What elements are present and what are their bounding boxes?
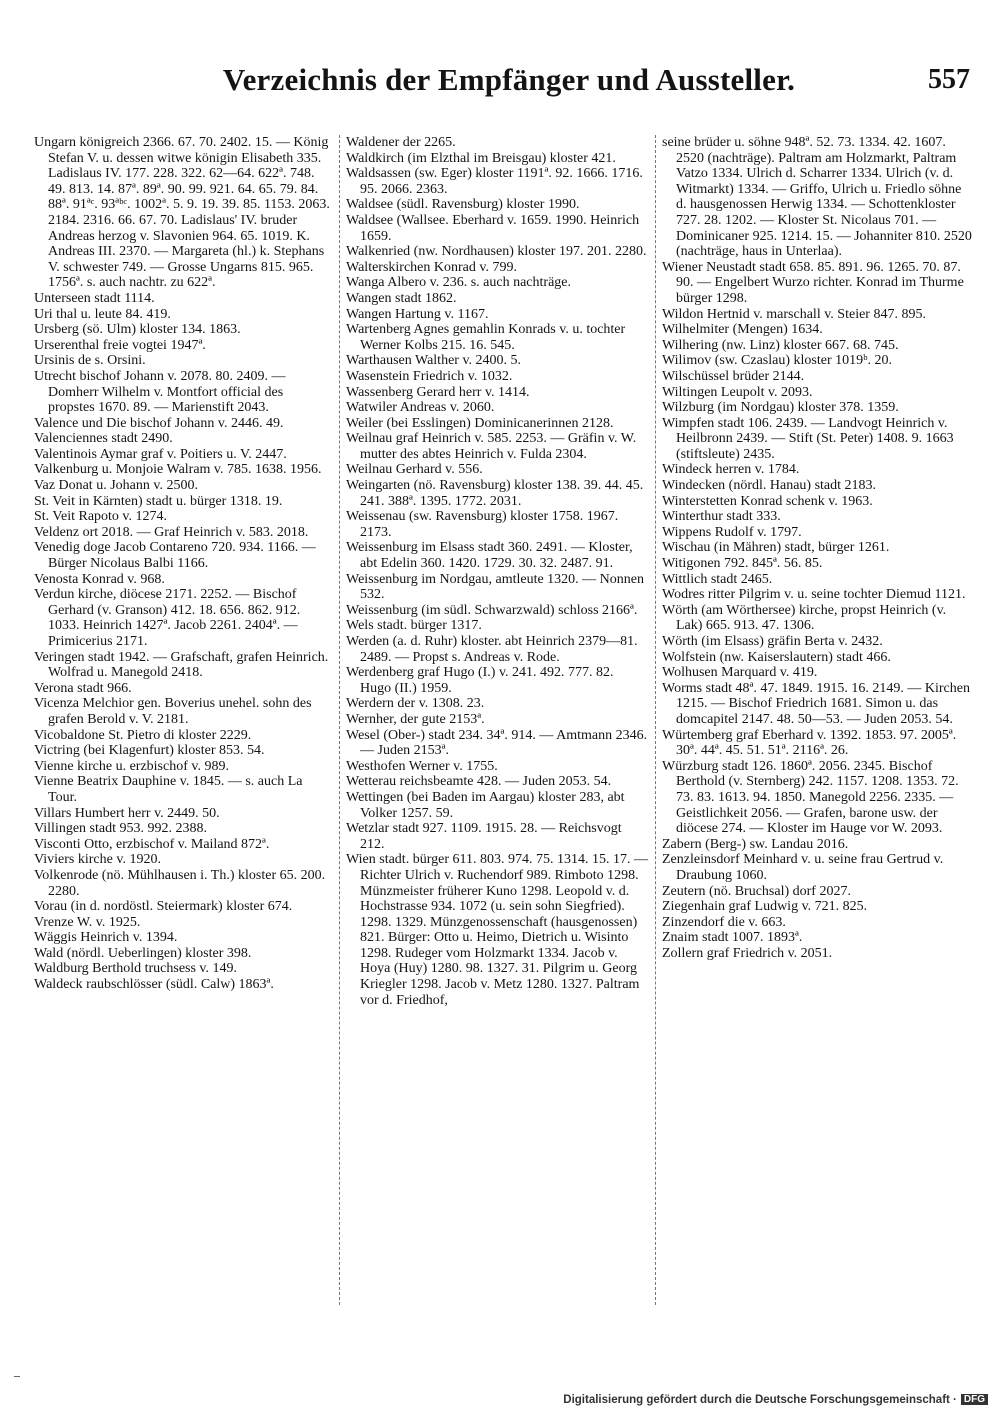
index-entry: Wodres ritter Pilgrim v. u. seine tochter Diemud 1121. bbox=[662, 587, 966, 603]
index-entry: Witigonen 792. 845ª. 56. 85. bbox=[662, 556, 823, 572]
index-entry: Westhofen Werner v. 1755. bbox=[346, 758, 498, 774]
index-entry: Weissenburg im Nordgau, amtleute 1320. — Nonnen 532. bbox=[346, 571, 645, 603]
index-entry: Werdern der v. 1308. 23. bbox=[346, 696, 485, 712]
index-entry: Wildon Hertnid v. marschall v. Steier 847. 895. bbox=[662, 306, 926, 322]
index-entry: Wilhering (nw. Linz) kloster 667. 68. 745. bbox=[662, 337, 899, 353]
index-entry: Venosta Konrad v. 968. bbox=[34, 571, 165, 587]
index-entry: Würtemberg graf Eberhard v. 1392. 1853. 97. 2005ª. 30ª. 44ª. 45. 51. 51ª. 2116ª. 26. bbox=[662, 727, 957, 759]
index-entry: Weissenburg im Elsass stadt 360. 2491. — Kloster, abt Edelin 360. 1420. 1729. 30. 32. 2487. 91. bbox=[346, 540, 633, 572]
index-entry: Wien stadt. bürger 611. 803. 974. 75. 1314. 15. 17. — Richter Ulrich v. Ruchendorf 989. Rimboto 1298. Münzmeister früherer Kuno 1298. Leopold v. d. Hochstrasse 934. 1072 (u. sein sohn Siegfried). 1298. 1329. Münzgenossenschaft (hausgenossen) 821. Bürger: Otto u. Heimo, Dietrich u. Wisinto 1298. Rudeger vom Holzmarkt 1334. Jacob v. Hoya (Huy) 1280. 98. 1327. 31. Pilgrim u. Georg Kriegler 1298. Jacob v. Metz 1280. 1327. Paltram vor d. Friedhof, bbox=[346, 852, 648, 1008]
index-entry: Visconti Otto, erzbischof v. Mailand 872ª. bbox=[34, 836, 270, 852]
index-entry: Zabern (Berg-) sw. Landau 2016. bbox=[662, 836, 849, 852]
index-entry: Uri thal u. leute 84. 419. bbox=[34, 306, 171, 322]
index-entry: Waldener der 2265. bbox=[346, 135, 456, 150]
index-entry: St. Veit Rapoto v. 1274. bbox=[34, 509, 168, 525]
index-entry: Werdenberg graf Hugo (I.) v. 241. 492. 777. 82. Hugo (II.) 1959. bbox=[346, 665, 614, 696]
index-entry: Wimpfen stadt 106. 2439. — Landvogt Heinrich v. Heilbronn 2439. — Stift (St. Peter) 1408. 9. 1663 (stiftsleute) 2435. bbox=[662, 415, 954, 462]
index-entry: Viviers kirche v. 1920. bbox=[34, 852, 161, 868]
index-entry: Wilzburg (im Nordgau) kloster 378. 1359. bbox=[662, 400, 899, 416]
index-entry: Wettingen (bei Baden im Aargau) kloster 283, abt Volker 1257. 59. bbox=[346, 789, 625, 821]
index-entry: Wiltingen Leupolt v. 2093. bbox=[662, 384, 813, 400]
index-entry: Ursinis de s. Orsini. bbox=[34, 353, 146, 369]
index-entry: Worms stadt 48ª. 47. 1849. 1915. 16. 2149. — Kirchen 1215. — Bischof Friedrich 1681. Simon u. das domcapitel 2147. 48. 50—53. — Juden 2053. 54. bbox=[662, 680, 970, 727]
index-entry: Weingarten (nö. Ravensburg) kloster 138. 39. 44. 45. 241. 388ª. 1395. 1772. 2031. bbox=[346, 478, 644, 509]
index-entry: Victring (bei Klagenfurt) kloster 853. 54. bbox=[34, 743, 265, 759]
index-entry: Venedig doge Jacob Contareno 720. 934. 1166. — Bürger Nicolaus Balbi 1166. bbox=[34, 540, 316, 572]
index-entry: Wartenberg Agnes gemahlin Konrads v. u. tochter Werner Kolbs 215. 16. 545. bbox=[346, 322, 626, 353]
index-entry: Windecken (nördl. Hanau) stadt 2183. bbox=[662, 478, 877, 494]
index-entry: Zollern graf Friedrich v. 2051. bbox=[662, 945, 833, 961]
index-entry: Wangen stadt 1862. bbox=[346, 290, 457, 306]
index-entry: Wäggis Heinrich v. 1394. bbox=[34, 930, 178, 946]
index-entry: Weilnau Gerhard v. 556. bbox=[346, 462, 483, 478]
index-entry: Walterskirchen Konrad v. 799. bbox=[346, 259, 517, 275]
index-column-3 bbox=[662, 135, 972, 961]
index-entry: Wels stadt. bürger 1317. bbox=[346, 618, 482, 634]
index-entry: Würzburg stadt 126. 1860ª. 2056. 2345. Bischof Berthold (v. Sternberg) 242. 1157. 1208. 1353. 72. 73. 83. 1613. 94. 1850. Manegold 2256. 2335. — Geistlichkeit 2056. — Grafen, barone usw. der diöcese 274. — Kloster im Hauge vor W. 2093. bbox=[662, 758, 959, 837]
index-entry: Vorau (in d. nordöstl. Steiermark) kloster 674. bbox=[34, 899, 293, 915]
index-entry: Wippens Rudolf v. 1797. bbox=[662, 524, 802, 540]
index-entry: Wald (nördl. Ueberlingen) kloster 398. bbox=[34, 945, 252, 961]
index-entry: Wernher, der gute 2153ª. bbox=[346, 711, 485, 727]
index-entry: Weiler (bei Esslingen) Dominicanerinnen 2128. bbox=[346, 415, 614, 431]
page-header bbox=[0, 62, 1000, 106]
index-entry: Wanga Albero v. 236. s. auch nachträge. bbox=[346, 275, 571, 291]
column-divider bbox=[655, 135, 656, 1305]
index-entry: Verdun kirche, diöcese 2171. 2252. — Bischof Gerhard (v. Granson) 412. 18. 656. 862. 912. 1033. Heinrich 1427ª. Jacob 2261. 2404ª. — Primicerius 2171. bbox=[34, 587, 301, 649]
index-column-1 bbox=[34, 135, 332, 993]
index-entry: Valkenburg u. Monjoie Walram v. 785. 1638. 1956. bbox=[34, 462, 322, 478]
index-entry: Watwiler Andreas v. 2060. bbox=[346, 400, 495, 416]
index-entry: Winterthur stadt 333. bbox=[662, 509, 781, 525]
index-entry: Wittlich stadt 2465. bbox=[662, 571, 773, 587]
index-entry: Valentinois Aymar graf v. Poitiers u. V. 2447. bbox=[34, 446, 287, 462]
index-entry: Wesel (Ober-) stadt 234. 34ª. 914. — Amtmann 2346. — Juden 2153ª. bbox=[346, 727, 648, 759]
index-entry: Veldenz ort 2018. — Graf Heinrich v. 583. 2018. bbox=[34, 524, 309, 540]
index-entry: Wiener Neustadt stadt 658. 85. 891. 96. 1265. 70. 87. 90. — Engelbert Wurzo richter. Konrad im Thurme bürger 1298. bbox=[662, 259, 964, 306]
index-entry: Villars Humbert herr v. 2449. 50. bbox=[34, 805, 220, 821]
index-entry: Waldburg Berthold truchsess v. 149. bbox=[34, 961, 238, 977]
index-entry: Wilimov (sw. Czaslau) kloster 1019ᵇ. 20. bbox=[662, 353, 892, 369]
index-entry: Ziegenhain graf Ludwig v. 721. 825. bbox=[662, 899, 868, 915]
index-entry: Weissenburg (im südl. Schwarzwald) schloss 2166ª. bbox=[346, 602, 638, 618]
index-entry: Utrecht bischof Johann v. 2078. 80. 2409. — Domherr Wilhelm v. Montfort official des propstes 1670. 89. — Marienstift 2043. bbox=[34, 368, 286, 416]
dfg-logo: DFG bbox=[961, 1394, 988, 1405]
index-entry: Vicobaldone St. Pietro di kloster 2229. bbox=[34, 727, 252, 743]
index-entry: Waldeck raubschlösser (südl. Calw) 1863ª. bbox=[34, 977, 274, 993]
index-entry: Wetzlar stadt 927. 1109. 1915. 28. — Reichsvogt 212. bbox=[346, 821, 622, 852]
index-entry: Wischau (in Mähren) stadt, bürger 1261. bbox=[662, 540, 890, 556]
index-column-2 bbox=[346, 135, 648, 1008]
index-entry: Vienne kirche u. erzbischof v. 989. bbox=[34, 758, 229, 774]
index-entry: Zenzleinsdorf Meinhard v. u. seine frau Gertrud v. Draubung 1060. bbox=[662, 852, 944, 883]
margin-mark bbox=[14, 1376, 20, 1377]
index-entry: Urserenthal freie vogtei 1947ª. bbox=[34, 337, 206, 353]
index-entry: Znaim stadt 1007. 1893ª. bbox=[662, 930, 803, 946]
index-entry: Veringen stadt 1942. — Grafschaft, grafen Heinrich. Wolfrad u. Manegold 2418. bbox=[34, 649, 329, 681]
index-entry: Villingen stadt 953. 992. 2388. bbox=[34, 821, 207, 837]
index-entry: Wörth (am Wörthersee) kirche, propst Heinrich (v. Lak) 665. 913. 47. 1306. bbox=[662, 602, 947, 634]
index-entry: Ursberg (sö. Ulm) kloster 134. 1863. bbox=[34, 322, 241, 338]
index-entry: Waldsee (südl. Ravensburg) kloster 1990. bbox=[346, 197, 580, 213]
index-entry: Wasenstein Friedrich v. 1032. bbox=[346, 368, 513, 384]
credit-text: Digitalisierung gefördert durch die Deutsche Forschungsgemeinschaft · bbox=[563, 1394, 957, 1406]
index-entry: St. Veit in Kärnten) stadt u. bürger 1318. 19. bbox=[34, 493, 283, 509]
index-entry: Walkenried (nw. Nordhausen) kloster 197. 201. 2280. bbox=[346, 244, 647, 260]
index-entry: Wassenberg Gerard herr v. 1414. bbox=[346, 384, 530, 400]
index-entry: Wetterau reichsbeamte 428. — Juden 2053. 54. bbox=[346, 774, 612, 790]
index-entry: Wörth (im Elsass) gräfin Berta v. 2432. bbox=[662, 634, 883, 649]
index-entry: Weissenau (sw. Ravensburg) kloster 1758. 1967. 2173. bbox=[346, 509, 619, 540]
index-entry: Wolfstein (nw. Kaiserslautern) stadt 466. bbox=[662, 649, 891, 665]
index-entry: Vienne Beatrix Dauphine v. 1845. — s. auch La Tour. bbox=[34, 774, 303, 805]
index-entry: Windeck herren v. 1784. bbox=[662, 462, 800, 478]
index-entry: Unterseen stadt 1114. bbox=[34, 290, 155, 306]
digitization-credit bbox=[0, 1394, 988, 1406]
index-entry: Warthausen Walther v. 2400. 5. bbox=[346, 353, 522, 369]
index-entry: Valenciennes stadt 2490. bbox=[34, 431, 173, 447]
index-entry: Vrenze W. v. 1925. bbox=[34, 914, 141, 930]
index-entry: Verona stadt 966. bbox=[34, 680, 132, 696]
index-entry: Winterstetten Konrad schenk v. 1963. bbox=[662, 493, 873, 509]
index-entry: Werden (a. d. Ruhr) kloster. abt Heinrich 2379—81. 2489. — Propst s. Andreas v. Rode. bbox=[346, 634, 638, 665]
index-entry: Wolhusen Marquard v. 419. bbox=[662, 665, 818, 681]
index-entry: Wilhelmiter (Mengen) 1634. bbox=[662, 322, 823, 338]
column-divider bbox=[339, 135, 340, 1305]
index-entry: Vaz Donat u. Johann v. 2500. bbox=[34, 478, 198, 494]
index-entry: Wilschüssel brüder 2144. bbox=[662, 368, 805, 384]
index-entry: Volkenrode (nö. Mühlhausen i. Th.) kloster 65. 200. 2280. bbox=[34, 867, 326, 899]
index-entry: seine brüder u. söhne 948ª. 52. 73. 1334. 42. 1607. 2520 (nachträge). Paltram am Holzmarkt, Paltram Vatzo 1334. Ulrich d. Scharrer 1334. Ulrich (v. d. Witmarkt) 1334. — Griffo, Ulrich u. Friedlo söhne d. hausgenossen Herwig 1334. — Schottenkloster 727. 28. 1202. — Kloster St. Nicolaus 701. — Dominicaner 925. 1214. 15. — Johanniter 810. 2520 (nachträge, haus in Unterlaa). bbox=[662, 135, 972, 260]
index-entry: Valence und Die bischof Johann v. 2446. 49. bbox=[34, 415, 284, 431]
index-entry: Vicenza Melchior gen. Boverius unehel. sohn des grafen Berold v. V. 2181. bbox=[34, 696, 312, 727]
index-entry: Waldsee (Wallsee. Eberhard v. 1659. 1990. Heinrich 1659. bbox=[346, 212, 640, 244]
page-number: 557 bbox=[928, 64, 970, 95]
index-entry: Weilnau graf Heinrich v. 585. 2253. — Gräfin v. W. mutter des abtes Heinrich v. Fulda 2304. bbox=[346, 431, 637, 462]
index-entry: Waldkirch (im Elzthal im Breisgau) kloster 421. bbox=[346, 150, 616, 166]
index-entry: Waldsassen (sw. Eger) kloster 1191ª. 92. 1666. 1716. 95. 2066. 2363. bbox=[346, 166, 643, 197]
page-title: Verzeichnis der Empfänger und Aussteller. bbox=[222, 62, 796, 97]
index-entry: Ungarn königreich 2366. 67. 70. 2402. 15. — König Stefan V. u. dessen witwe königin Elisabeth 335. Ladislaus IV. 177. 228. 322. 62—64. 622ª. 748. 49. 813. 14. 87ª. 89ª. 90. 99. 921. 64. 65. 79. 84. 88ª. 91ªᶜ. 93ªᵇᶜ. 1002ª. 5. 9. 19. 39. 85. 1153. 2063. 2184. 2316. 66. 67. 70. Ladislaus' IV. bruder Andreas herzog v. Slavonien 964. 65. 1019. K. Andreas III. 2370. — Margareta (hl.) k. Stephans V. schwester 749. — Grosse Ungarns 815. 965. 1756ª. s. auch nachtr. zu 622ª. bbox=[34, 135, 330, 291]
index-entry: Wangen Hartung v. 1167. bbox=[346, 306, 489, 322]
index-entry: Zeutern (nö. Bruchsal) dorf 2027. bbox=[662, 883, 851, 899]
index-entry: Zinzendorf die v. 663. bbox=[662, 914, 786, 930]
